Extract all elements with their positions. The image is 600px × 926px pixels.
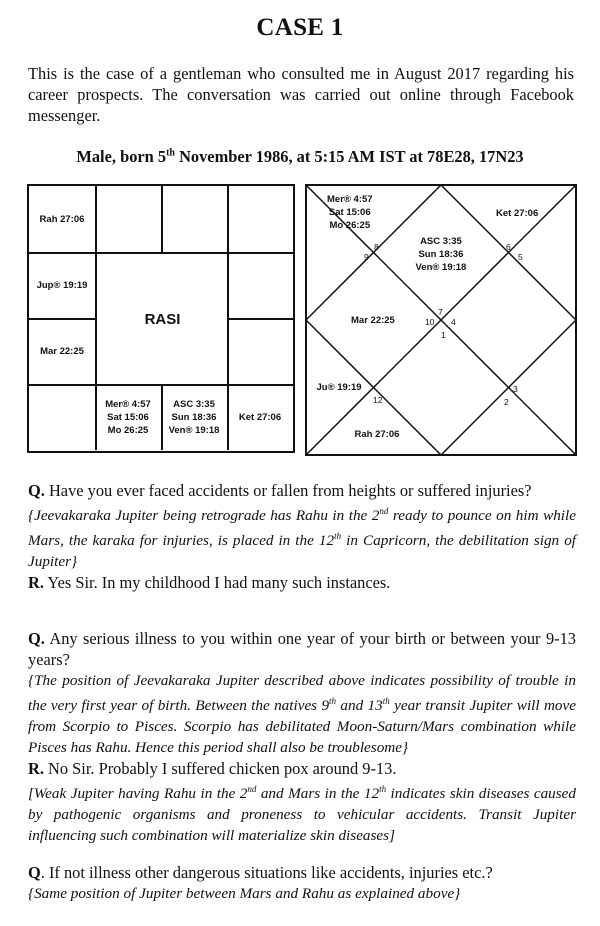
- response-text: No Sir. Probably I suffered chicken pox around 9-13.: [43, 759, 397, 779]
- rasi-house-r3c4: [227, 318, 293, 384]
- sign-number: 9: [364, 252, 369, 262]
- house-bottom-left: [317, 381, 362, 394]
- qa-block-1: [28, 480, 576, 593]
- qa-block-3: [28, 862, 576, 904]
- rasi-chart: [27, 184, 295, 453]
- planet-position: Ven® 19:18: [415, 261, 467, 273]
- ordinal-suffix: th: [334, 531, 342, 542]
- planet-position: Mer® 4:57: [105, 398, 151, 410]
- note-text: [Weak Jupiter having Rahu in the 2: [28, 785, 248, 803]
- intro-paragraph: This is the case of a gentleman who consulted me in August 2017 regarding his career prospects. The conversation was carried out online through Facebook messenger.: [28, 64, 574, 125]
- planet-position: Ket 27:06: [238, 411, 282, 423]
- grid-line: [227, 384, 229, 450]
- astro-note-2: [28, 779, 576, 846]
- sign-number: 4: [451, 317, 456, 327]
- planet-position: Sat 15:06: [328, 206, 371, 218]
- response-label: R.: [28, 759, 44, 779]
- rasi-house-r2c4: [227, 252, 293, 318]
- birth-details: [0, 147, 600, 167]
- rasi-house-r4c3: [161, 384, 227, 450]
- grid-line: [29, 252, 95, 254]
- planet-position: Sat 15:06: [107, 411, 149, 423]
- sign-number: 2: [504, 397, 509, 407]
- planet-position: Mo 26:25: [107, 424, 149, 436]
- grid-line: [29, 318, 95, 320]
- rasi-house-r4c1: [29, 384, 95, 450]
- astro-note: {Same position of Jupiter between Mars and Rahu as explained above}: [28, 885, 461, 902]
- astro-note: [28, 501, 576, 572]
- question: [28, 628, 576, 670]
- question-label: Q.: [28, 481, 45, 500]
- sign-number: 5: [518, 252, 523, 262]
- planet-position: Mar 22:25: [351, 314, 395, 326]
- rasi-house-r1c3: [161, 186, 227, 252]
- sign-number: 7: [438, 307, 443, 317]
- note-text: indicates skin diseases caused by pathogenic organisms and proneness to vehicular accidents. Transit Jupiter influencing such combination will materialize skin diseases]: [28, 785, 577, 845]
- planet-position: Mo 26:25: [329, 219, 371, 231]
- rasi-house-r4c4: [227, 384, 293, 450]
- question-text: . If not illness other dangerous situations like accidents, injuries etc.?: [40, 863, 493, 882]
- planet-position: Mer® 4:57: [327, 193, 373, 205]
- rasi-center-label: RASI: [144, 311, 181, 328]
- planet-position: ASC 3:35: [173, 398, 215, 410]
- response-label: R.: [28, 573, 44, 593]
- sign-number: 10: [425, 317, 435, 327]
- rasi-house-r1c2: [95, 186, 161, 252]
- rasi-house-r2c1: [29, 252, 95, 318]
- question: [28, 862, 576, 883]
- note-text: and 13: [336, 697, 383, 715]
- birth-rest: November 1986, at 5:15 AM IST at 78E28, 17N23: [174, 147, 524, 166]
- planet-position: Ju® 19:19: [316, 381, 362, 393]
- ordinal-suffix: nd: [379, 506, 389, 516]
- planet-position: Ven® 19:18: [168, 424, 220, 436]
- house-left-center: [351, 314, 395, 327]
- planet-position: ASC 3:35: [420, 235, 462, 247]
- response: [28, 572, 576, 593]
- response: [28, 758, 576, 779]
- planet-position: Jup® 19:19: [36, 279, 88, 291]
- note-text: in Capricorn, the debilitation sign of Jupiter}: [28, 532, 577, 571]
- sign-number: 1: [441, 330, 446, 340]
- question-label: Q.: [28, 629, 45, 648]
- house-top-center: [416, 235, 467, 274]
- grid-line: [227, 318, 293, 320]
- grid-line: [29, 384, 95, 386]
- ordinal-suffix: th: [382, 696, 390, 706]
- note-text: {The position of Jeevakaraka Jupiter described above indicates possibility of trouble in the very first year of birth. Between the natives 9: [28, 672, 576, 715]
- sign-number: 3: [513, 384, 518, 394]
- ordinal-suffix: th: [329, 696, 337, 706]
- planet-position: Sun 18:36: [171, 411, 217, 423]
- planet-position: Sun 18:36: [418, 248, 464, 260]
- grid-line: [227, 252, 293, 254]
- house-top-right: [496, 207, 538, 220]
- question-label: Q: [28, 863, 41, 882]
- ordinal-suffix: nd: [247, 784, 257, 795]
- planet-position: Rah 27:06: [354, 428, 400, 440]
- planet-position: Rah 27:06: [39, 213, 85, 225]
- house-bottom-center: [355, 428, 400, 441]
- rasi-house-r1c4: [227, 186, 293, 252]
- grid-line: [227, 186, 229, 252]
- rasi-house-r1c1: [29, 186, 95, 252]
- house-top-left: [327, 193, 373, 232]
- planet-position: Ket 27:06: [496, 207, 539, 219]
- ordinal-suffix: th: [379, 784, 387, 795]
- grid-line: [161, 384, 163, 450]
- planet-position: Mar 22:25: [40, 345, 84, 357]
- grid-line: [95, 384, 97, 450]
- response-text: Yes Sir. In my childhood I had many such instances.: [43, 573, 391, 593]
- question-text: Any serious illness to you within one year of your birth or between your 9-13 years?: [28, 629, 576, 669]
- note-text: year transit Jupiter will move from Scorpio to Pisces. Scorpio has debilitated Moon-Saturn/Mars combination while Pisces has Rahu. Hence this period shall also be troublesome}: [28, 697, 576, 757]
- case-title: CASE 1: [256, 14, 344, 41]
- birth-day-suffix: th: [166, 147, 175, 159]
- rasi-house-r3c1: [29, 318, 95, 384]
- note-text: and Mars in the 12: [256, 785, 380, 803]
- grid-line: [227, 384, 293, 386]
- question: [28, 480, 576, 501]
- astro-note: [28, 670, 576, 758]
- birth-prefix: Male, born 5: [76, 147, 167, 166]
- note-text: ready to pounce on him while Mars, the karaka for injuries, is placed in the 12: [28, 507, 576, 550]
- rasi-house-r4c2: [95, 384, 161, 450]
- question-text: Have you ever faced accidents or fallen from heights or suffered injuries?: [44, 481, 532, 500]
- sign-number: 12: [373, 395, 383, 405]
- grid-line: [161, 186, 163, 252]
- sign-number: 6: [506, 242, 511, 252]
- grid-line: [95, 186, 97, 252]
- north-indian-chart: [305, 184, 577, 456]
- qa-block-2: [28, 628, 576, 846]
- sign-number: 8: [374, 242, 379, 252]
- note-text: {Jeevakaraka Jupiter being retrograde has Rahu in the 2: [28, 507, 380, 525]
